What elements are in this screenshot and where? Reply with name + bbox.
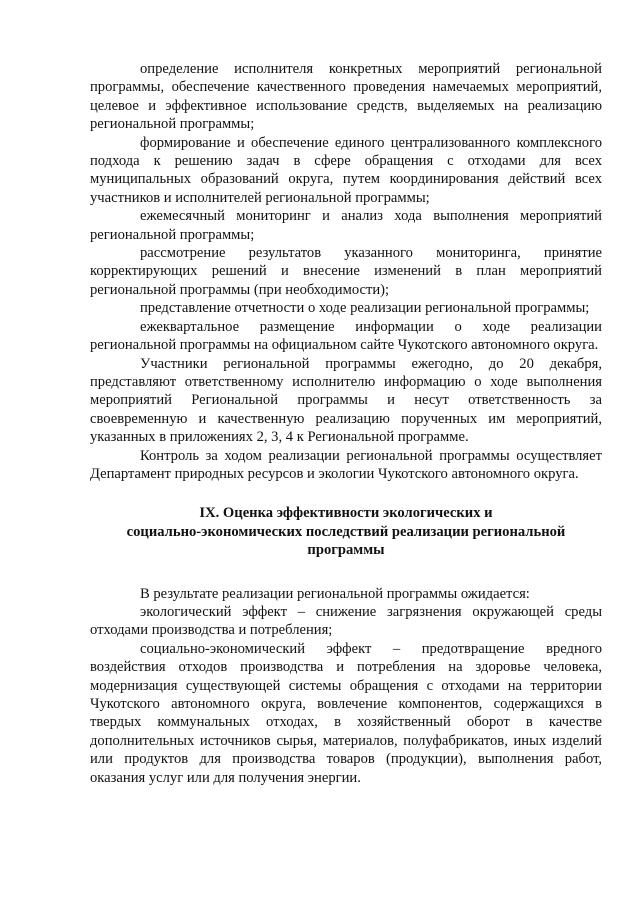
paragraph: Контроль за ходом реализации региональной программы осуществляет Департамент природных ресурсов и экологии Чукотского автономного округа. [90, 447, 602, 482]
section-heading-line: IX. Оценка эффективности экологических и [199, 505, 493, 522]
section-heading [90, 504, 602, 559]
paragraph: рассмотрение результатов указанного мониторинга, принятие корректирующих решений и внесение изменений в план мероприятий региональной программы (при необходимости); [90, 245, 602, 298]
paragraph: экологический эффект – снижение загрязнения окружающей среды отходами производства и потребления; [90, 603, 602, 639]
document-page [90, 60, 602, 787]
paragraph: представление отчетности о ходе реализации региональной программы; [140, 300, 590, 317]
paragraph: ежемесячный мониторинг и анализ хода выполнения мероприятий региональной программы; [90, 208, 602, 243]
paragraph: В результате реализации региональной программы ожидается: [140, 585, 530, 602]
paragraph: ежеквартальное размещение информации о ходе реализации региональной программы на официальном сайте Чукотского автономного округа. [90, 318, 602, 354]
section-heading-line: программы [307, 542, 385, 559]
section-heading-line: социально-экономических последствий реализации региональной [126, 523, 566, 540]
paragraph: формирование и обеспечение единого централизованного комплексного подхода к решению задач в сфере обращения с отходами для всех муниципальных образований округа, путем координирования действий всех участников и исполнителей региональной программы; [90, 134, 602, 206]
paragraph: Участники региональной программы ежегодно, до 20 декабря, представляют ответственному исполнителю информацию о ходе выполнения мероприятий Региональной программы и несут ответственность за своевременную и качественную реализацию порученных им мероприятий, указанных в приложениях 2, 3, 4 к Региональной программе. [90, 355, 602, 446]
paragraph: социально-экономический эффект – предотвращение вредного воздействия отходов производства и потребления на здоровье человека, модернизация существующей системы обращения с отходами на территории Чукотского автономного округа, вовлечение компонентов, содержащихся в твердых коммунальных отходах, в хозяйственный оборот в качестве дополнительных источников сырья, материалов, полуфабрикатов, иных изделий или продуктов для производства товаров (продукции), выполнения работ, оказания услуг или для получения энергии. [90, 640, 602, 786]
paragraph: определение исполнителя конкретных мероприятий региональной программы, обеспечение качественного проведения намечаемых мероприятий, целевое и эффективное использование средств, выделяемых на реализацию региональной программы; [90, 61, 602, 133]
